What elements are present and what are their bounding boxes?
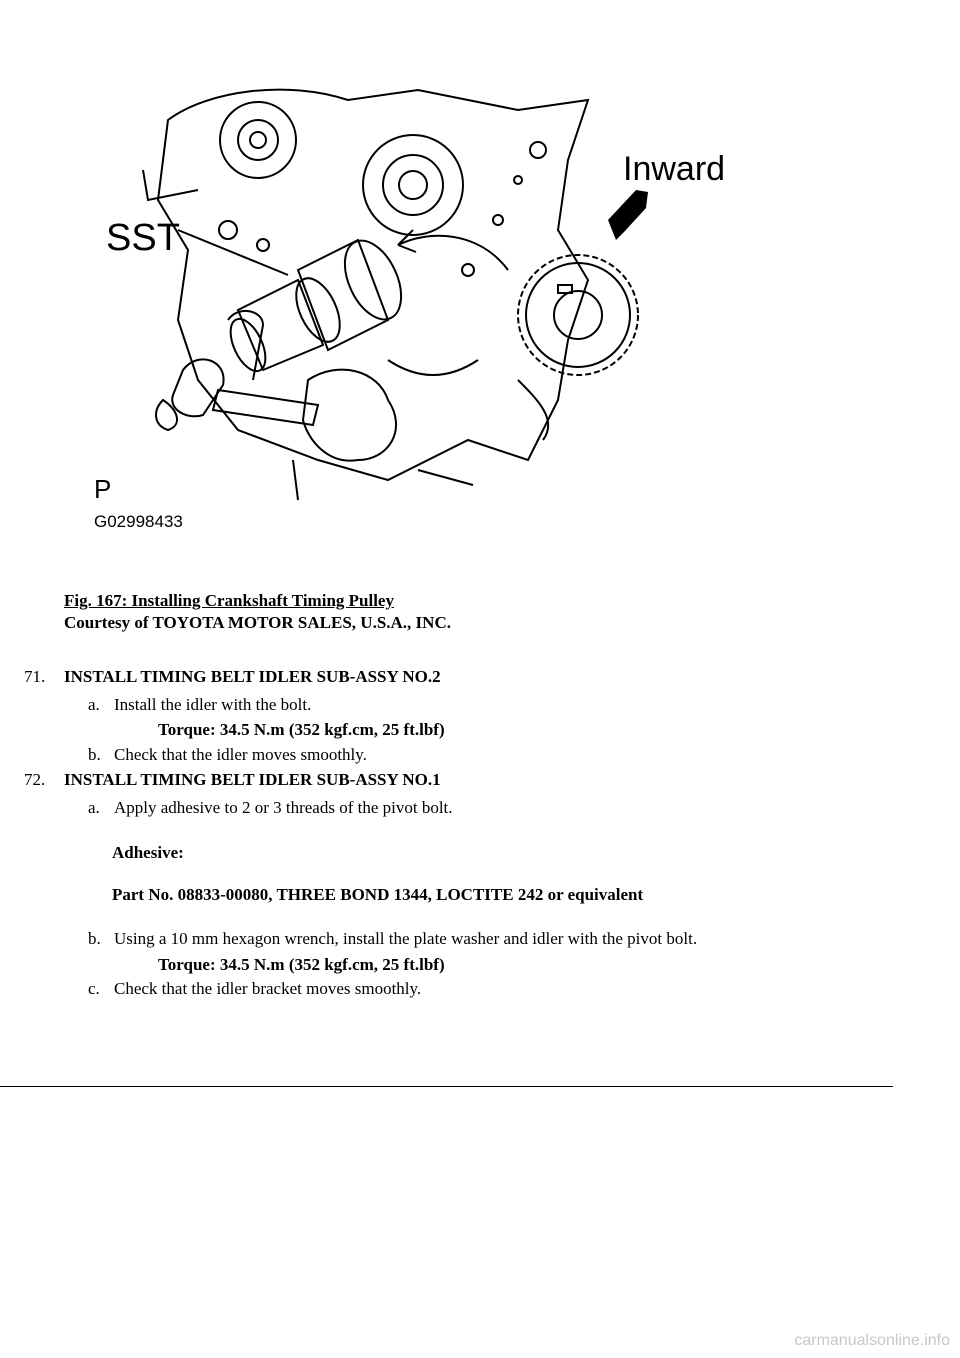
install-arrow bbox=[398, 236, 508, 270]
item-text: Check that the idler bracket moves smoothly. bbox=[114, 979, 422, 998]
page-divider bbox=[0, 1086, 893, 1087]
adhesive-label: Adhesive: bbox=[112, 843, 184, 862]
item-letter: b. bbox=[88, 745, 101, 764]
step-number: 72. bbox=[24, 770, 46, 789]
step-71 bbox=[24, 666, 441, 688]
caption-title: Fig. 167: Installing Crankshaft Timing Pulley bbox=[64, 591, 394, 610]
adhesive-spec: Part No. 08833-00080, THREE BOND 1344, LOCTITE 242 or equivalent bbox=[112, 885, 644, 904]
hammer-head bbox=[172, 359, 223, 416]
upper-left-pulley bbox=[220, 102, 296, 178]
item-text: Apply adhesive to 2 or 3 threads of the pivot bolt. bbox=[114, 798, 453, 817]
item-letter: a. bbox=[88, 798, 100, 817]
idler-pulley bbox=[363, 135, 463, 235]
label-inward: Inward bbox=[623, 150, 726, 188]
step-72-item-b bbox=[88, 928, 697, 950]
step-72-item-c bbox=[88, 978, 421, 1000]
item-letter: b. bbox=[88, 929, 101, 948]
engine-block-outline bbox=[158, 90, 588, 480]
item-letter: a. bbox=[88, 695, 100, 714]
item-text: Using a 10 mm hexagon wrench, install the plate washer and idler with the pivot bolt. bbox=[114, 929, 698, 948]
step-71-item-b bbox=[88, 744, 367, 766]
figure-caption bbox=[64, 590, 451, 634]
caption-courtesy: Courtesy of TOYOTA MOTOR SALES, U.S.A., INC. bbox=[64, 613, 451, 632]
watermark: carmanualsonline.info bbox=[794, 1332, 950, 1349]
item-text: Install the idler with the bolt. bbox=[114, 695, 312, 714]
item-text: Check that the idler moves smoothly. bbox=[114, 745, 367, 764]
step-heading: INSTALL TIMING BELT IDLER SUB-ASSY NO.1 bbox=[64, 770, 441, 789]
torque-spec: Torque: 34.5 N.m (352 kgf.cm, 25 ft.lbf) bbox=[158, 720, 445, 739]
inward-arrow-icon bbox=[608, 190, 648, 240]
step-number: 71. bbox=[24, 667, 46, 686]
engine-illustration bbox=[88, 80, 726, 540]
hand bbox=[303, 370, 396, 461]
step-heading: INSTALL TIMING BELT IDLER SUB-ASSY NO.2 bbox=[64, 667, 441, 686]
item-letter: c. bbox=[88, 979, 100, 998]
crankshaft-timing-pulley bbox=[518, 255, 638, 375]
step-71-item-a bbox=[88, 694, 311, 716]
torque-spec: Torque: 34.5 N.m (352 kgf.cm, 25 ft.lbf) bbox=[158, 955, 445, 974]
figure-illustration bbox=[88, 80, 726, 540]
label-sst: SST bbox=[106, 217, 180, 259]
label-p: P bbox=[94, 474, 112, 504]
figure-code: G02998433 bbox=[94, 512, 183, 531]
step-72 bbox=[24, 769, 441, 791]
step-72-item-a bbox=[88, 797, 453, 819]
